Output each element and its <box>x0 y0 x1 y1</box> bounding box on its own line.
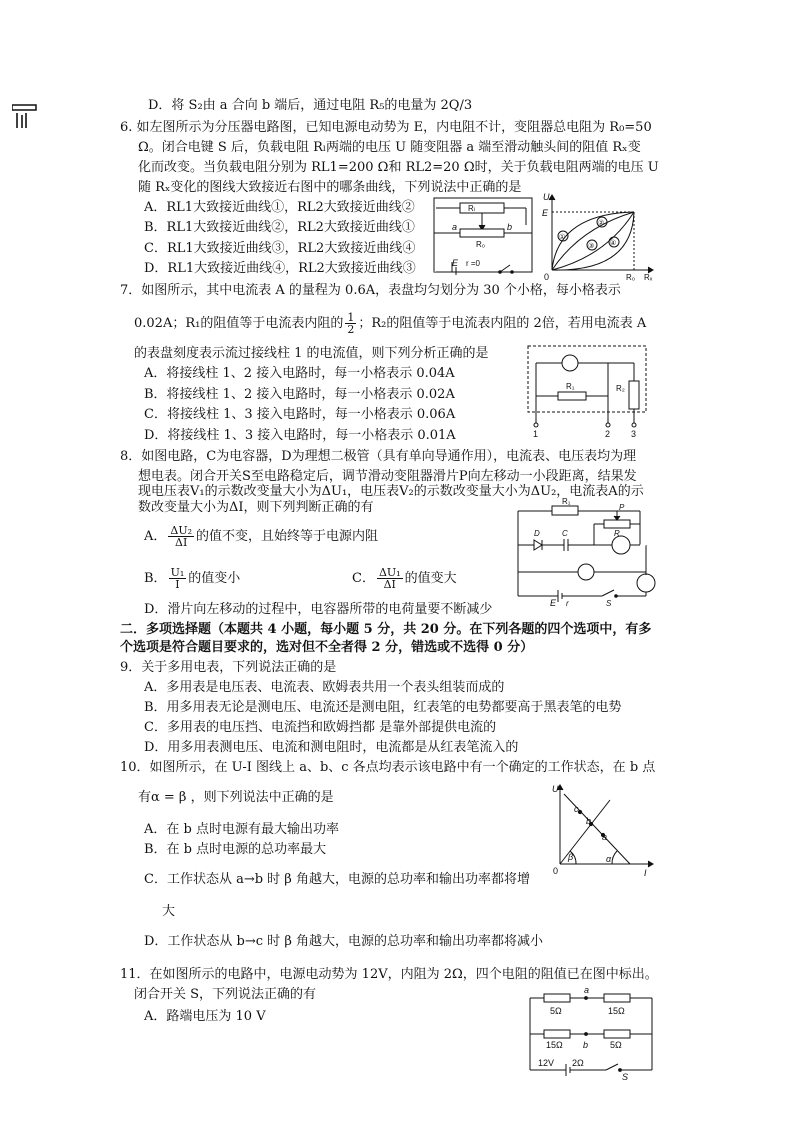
q9-option-c: C．多用表的电压挡、电流挡和欧姆挡都 是靠外部提供电流的 <box>144 720 497 735</box>
fraction-one-half: $\frac{1}{2}$ <box>347 311 355 336</box>
q6-divider-circuit <box>430 195 536 275</box>
q11-bridge-circuit <box>526 986 658 1084</box>
internal-resistance-label: 2Ω <box>572 1058 584 1068</box>
q11-stem-line1: 11．在如图所示的电路中，电源电动势为 12V，内阻为 2Ω，四个电阻的阻值已在图中标出。 <box>120 967 658 982</box>
q6-stem-line4: 随 Rₓ变化的图线大致接近右图中的哪条曲线，下列说法中正确的是 <box>138 180 522 195</box>
label-e: E <box>452 258 459 268</box>
q9-option-d: D．用多用表测电压、电流和测电阻时，电流都是从红表笔流入的 <box>144 740 519 755</box>
node-a: a <box>584 986 590 995</box>
q11-option-a: A．路端电压为 10 V <box>144 1009 266 1024</box>
label-r0: R₀ <box>476 240 486 249</box>
resistor-2-label: 15Ω <box>608 1006 625 1016</box>
point-c: c <box>574 804 579 814</box>
label-r-internal: r <box>566 599 569 608</box>
label-a: a <box>452 222 458 232</box>
q8-stem-line4: 数改变量大小为ΔI，则下列判断正确的有 <box>138 500 374 515</box>
margin-mark-icon <box>12 104 38 130</box>
q10-option-c-line1: C．工作状态从 a→b 时 β 角越大，电源的总功率和输出功率都将增 <box>144 872 530 887</box>
point-b: b <box>586 816 592 826</box>
q10-option-c-line2: 大 <box>162 904 176 919</box>
tick-r0: R₀ <box>626 273 636 282</box>
axis-e: E <box>542 208 549 218</box>
q9-option-a: A．多用表是电压表、电流表、欧姆表共用一个表头组装而成的 <box>144 680 505 695</box>
q7-option-a: A．将接线柱 1、2 接入电路时，每一小格表示 0.04A <box>144 366 455 381</box>
q11-stem-line2: 闭合开关 S，下列说法正确的有 <box>134 987 317 1002</box>
q6-option-a: A．RL1大致接近曲线①，RL2大致接近曲线② <box>144 200 415 215</box>
switch-label: S <box>622 1072 629 1082</box>
emf-label: 12V <box>538 1058 555 1068</box>
q7-option-b: B．将接线柱 1、2 接入电路时，每一小格表示 0.02A <box>144 387 455 402</box>
q7-option-c: C．将接线柱 1、3 接入电路时，每一小格表示 0.06A <box>144 407 456 422</box>
q6-option-b: B．RL1大致接近曲线②，RL2大致接近曲线① <box>144 220 415 235</box>
curve-1-label: ① <box>559 234 566 241</box>
q7-option-d: D．将接线柱 1、3 接入电路时，每一小格表示 0.01A <box>144 428 456 443</box>
resistor-3-label: 15Ω <box>546 1040 563 1050</box>
q8-stem-line2: 想电表。闭合开关S至电路稳定后，调节滑动变阻器滑片P向左移动一小段距离，结果发 <box>138 469 637 484</box>
q6-stem-line3: 化而改变。当负载电阻分别为 RL1=200 Ω和 RL2=20 Ω时，关于负载电阻两端的电压 U <box>138 160 659 175</box>
section-two-heading-line2: 个选项是符合题目要求的，选对但不全者得 2 分，错选或不选得 0 分） <box>120 640 534 655</box>
q8-stem-line1: 8．如图电路，C为电容器，D为理想二极管（具有单向导通作用），电流表、电压表均为理 <box>120 449 637 464</box>
origin: 0 <box>544 272 550 282</box>
q5-option-d: D．将 S₂由 a 合向 b 端后，通过电阻 R₅的电量为 2Q/3 <box>148 98 473 113</box>
axis-u: U <box>552 784 559 794</box>
label-e: E <box>550 598 557 608</box>
q10-ui-graph <box>550 780 660 878</box>
curve-3-label: ③ <box>588 243 595 250</box>
q7-stem-line2: 0.02A；R₁的阻值等于电流表内阻的 $\frac{1}{2}$ ；R₂的阻值等于电流表内阻的 2倍，若用电流表 A <box>134 311 647 336</box>
label-r1: R₁ <box>566 382 575 391</box>
q10-option-b: B．在 b 点时电源的总功率最大 <box>144 842 327 857</box>
label-r: R <box>614 529 620 538</box>
q6-voltage-curves-graph <box>540 192 658 282</box>
q6-option-d: D．RL1大致接近曲线④，RL2大致接近曲线③ <box>144 261 416 276</box>
q8-option-b: B． $\frac{\text{U₁}}{I}$ 的值变小 <box>144 566 241 591</box>
q9-option-b: B．用多用表无论是测电压、电流还是测电阻，红表笔的电势都要高于黑表笔的电势 <box>144 700 622 715</box>
q6-stem-line1: 6. 如左图所示为分压器电路图，已知电源电动势为 E，内电阻不计，变阻器总电阻为 R₀=50 <box>120 120 652 135</box>
label-rl: Rₗ <box>468 204 476 213</box>
label-c: C <box>562 529 568 538</box>
terminal-2: 2 <box>605 429 611 439</box>
axis-u: U <box>543 192 550 202</box>
curve-4-label: ④ <box>610 240 617 247</box>
resistor-4-label: 5Ω <box>610 1040 622 1050</box>
q8-option-d: D．滑片向左移动的过程中，电容器所带的电荷量要不断减少 <box>144 602 493 617</box>
q7-ammeter-circuit <box>526 343 648 439</box>
label-b: b <box>507 222 513 232</box>
node-b: b <box>583 1040 589 1050</box>
q10-option-d: D．工作状态从 b→c 时 β 角越大，电源的总功率和输出功率都将减小 <box>144 934 543 949</box>
terminal-3: 3 <box>631 429 637 439</box>
label-r1: R₁ <box>562 498 571 506</box>
label-s: S <box>606 599 612 608</box>
q6-stem-line2: Ω。闭合电键 S 后，负载电阻 Rₗ两端的电压 U 随变阻器 a 端至滑动触头间的阻值 Rₓ变 <box>138 140 641 155</box>
axis-rx: Rₓ <box>644 273 653 282</box>
q7-stem-line3: 的表盘刻度表示流过接线柱 1 的电流值，则下列分析正确的是 <box>134 346 489 361</box>
q6-option-c: C．RL1大致接近曲线③，RL2大致接近曲线④ <box>144 241 416 256</box>
section-two-heading-line1: 二．多项选择题（本题共 4 小题，每小题 5 分，共 20 分。在下列各题的四个选项中，有多 <box>120 622 652 637</box>
angle-alpha: α <box>606 854 612 864</box>
q9-stem: 9．关于多用电表，下列说法正确的是 <box>120 660 337 675</box>
angle-beta: β <box>568 852 574 862</box>
label-d: D <box>534 529 540 538</box>
terminal-1: 1 <box>533 429 539 439</box>
resistor-1-label: 5Ω <box>550 1006 562 1016</box>
label-r-zero: r =0 <box>466 259 481 268</box>
point-a: a <box>602 832 608 842</box>
curve-2-label: ② <box>598 220 605 227</box>
q8-diode-capacitor-circuit <box>514 498 660 608</box>
q10-stem-line2: 有α = β ，则下列说法中正确的是 <box>138 790 334 805</box>
axis-i: I <box>644 868 647 878</box>
label-p: P <box>619 503 625 512</box>
origin: 0 <box>553 866 559 876</box>
q8-option-c: C． $\frac{\text{ΔU₁}}{\Delta I}$ 的值变大 <box>352 566 457 591</box>
q8-option-a: A． $\frac{\text{ΔU₂}}{\Delta I}$ 的值不变，且始终等于电源内阻 <box>144 524 379 549</box>
q7-stem-line1: 7．如图所示，其中电流表 A 的量程为 0.6A，表盘均匀划分为 30 个小格，每小格表示 <box>120 283 621 298</box>
label-r2: R₂ <box>616 384 625 393</box>
q10-stem-line1: 10．如图所示，在 U-I 图线上 a、b、c 各点均表示该电路中有一个确定的工作状态，在 b 点 <box>120 760 656 775</box>
q8-stem-line3: 现电压表V₁的示数改变量大小为ΔU₁，电压表V₂的示数改变量大小为ΔU₂，电流表A的示 <box>138 484 644 499</box>
q10-option-a: A．在 b 点时电源有最大输出功率 <box>144 822 339 837</box>
